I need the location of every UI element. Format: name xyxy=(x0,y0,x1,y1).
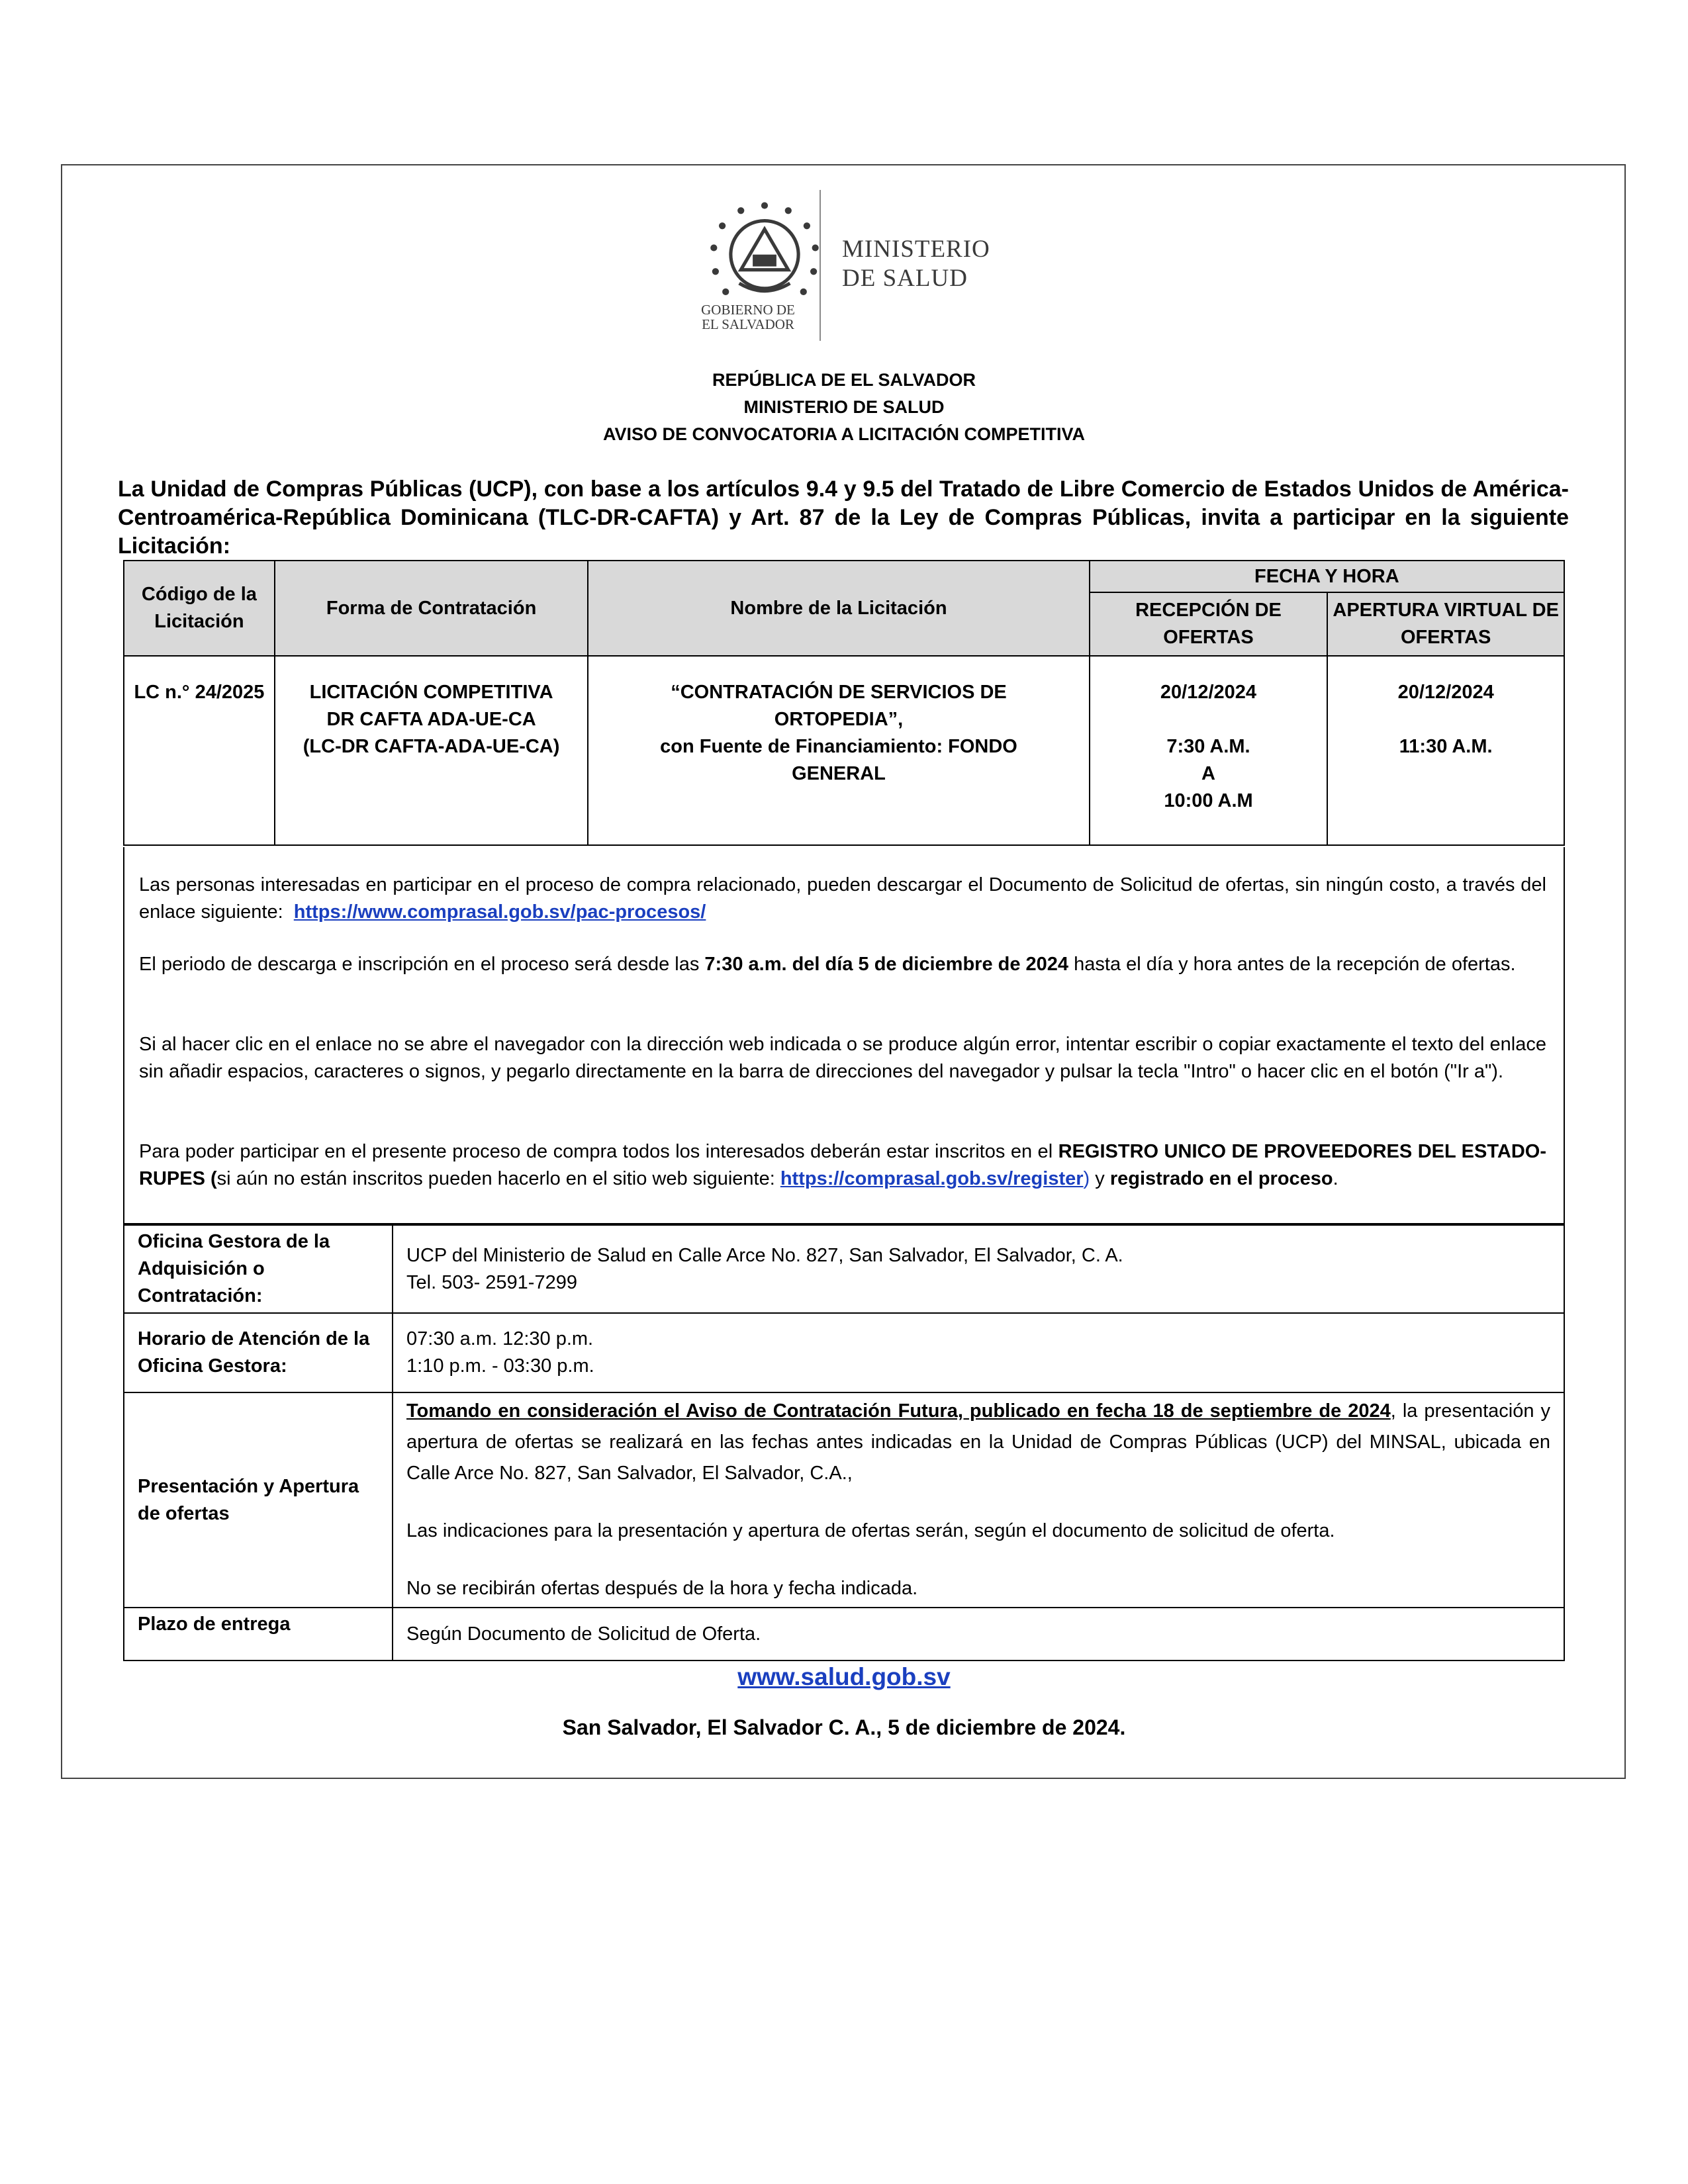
gov-line-1: GOBIERNO DE xyxy=(701,302,795,318)
website-link[interactable]: www.salud.gob.sv xyxy=(737,1663,951,1690)
presentation-label: Presentación y Apertura de ofertas xyxy=(124,1392,393,1608)
office-line-1: UCP del Ministerio de Salud en Calle Arce No. 827, San Salvador, El Salvador, C. A. xyxy=(406,1244,1123,1266)
website-footer xyxy=(0,1663,1688,1691)
table-row xyxy=(124,656,1564,845)
info-block xyxy=(123,847,1565,1224)
rupes-registered: registrado en el proceso xyxy=(1109,1168,1333,1189)
presentation-notice: Tomando en consideración el Aviso de Contratación Futura, publicado en fecha 18 de septiembre de 2024 xyxy=(406,1400,1391,1422)
cell-reception xyxy=(1090,656,1328,845)
hours-line-2: 1:10 p.m. - 03:30 p.m. xyxy=(406,1355,594,1377)
delivery-value: Según Documento de Solicitud de Oferta. xyxy=(393,1608,1564,1661)
cell-opening xyxy=(1327,656,1564,845)
delivery-label: Plazo de entrega xyxy=(124,1608,393,1661)
header-date-group: FECHA Y HORA xyxy=(1090,561,1564,592)
ministry-line-1: MINISTERIO xyxy=(842,236,990,263)
period-text-pre: El periodo de descarga e inscripción en el proceso será desde las xyxy=(139,954,700,975)
rupes-paren: ) xyxy=(1083,1168,1090,1189)
form-line-2: DR CAFTA ADA-UE-CA xyxy=(326,709,536,730)
register-link[interactable]: https://comprasal.gob.sv/register xyxy=(780,1168,1084,1189)
period-text-post: hasta el día y hora antes de la recepción de ofertas. xyxy=(1074,954,1516,975)
heading-line-3: AVISO DE CONVOCATORIA A LICITACIÓN COMPETITIVA xyxy=(602,424,1085,444)
period-paragraph xyxy=(139,951,1546,978)
header-reception: RECEPCIÓN DE OFERTAS xyxy=(1090,592,1328,656)
form-line-3: (LC-DR CAFTA-ADA-UE-CA) xyxy=(303,736,560,757)
details-table xyxy=(123,1224,1565,1661)
reception-sep: A xyxy=(1201,763,1215,784)
office-label: Oficina Gestora de la Adquisición o Contratación: xyxy=(124,1225,393,1313)
download-link[interactable]: https://www.comprasal.gob.sv/pac-procesos/ xyxy=(293,901,706,923)
download-text: Las personas interesadas en participar en el proceso de compra relacionado, pueden descargar el Documento de Solicitud de ofertas, sin ningún costo, a través del enlace siguiente: xyxy=(139,874,1546,923)
download-paragraph xyxy=(139,872,1546,926)
presentation-paragraph-3: No se recibirán ofertas después de la hora y fecha indicada. xyxy=(406,1578,918,1599)
name-line-2: con Fuente de Financiamiento: FONDO GENERAL xyxy=(660,736,1017,784)
name-line-1: “CONTRATACIÓN DE SERVICIOS DE ORTOPEDIA”, xyxy=(671,682,1007,730)
rupes-text-pre: Para poder participar en el presente proceso de compra todos los interesados deberán estar inscritos en el xyxy=(139,1141,1053,1162)
ministry-line-2: DE SALUD xyxy=(842,265,968,292)
cell-code: LC n.° 24/2025 xyxy=(124,656,275,845)
rupes-text-mid: si aún no están inscritos pueden hacerlo en el sitio web siguiente: xyxy=(216,1168,775,1189)
ministry-logo-text xyxy=(842,235,990,293)
header-form: Forma de Contratación xyxy=(275,561,588,656)
hours-line-1: 07:30 a.m. 12:30 p.m. xyxy=(406,1328,594,1349)
hours-label: Horario de Atención de la Oficina Gestora: xyxy=(124,1313,393,1392)
reception-from: 7:30 A.M. xyxy=(1166,736,1250,757)
ministry-logo xyxy=(688,189,1006,341)
rupes-and: y xyxy=(1095,1168,1105,1189)
intro-paragraph: La Unidad de Compras Públicas (UCP), con base a los artículos 9.4 y 9.5 del Tratado de Libre Comercio de Estados Unidos de América-Centroamérica-República Dominicana (TLC-DR-CAFTA) y Art. 87 de la Ley de Compras Públicas, invita a participar en la siguiente Licitación: xyxy=(118,477,1569,559)
header-code: Código de la Licitación xyxy=(124,561,275,656)
office-line-2: Tel. 503- 2591-7299 xyxy=(406,1271,577,1293)
rupes-end: . xyxy=(1333,1168,1338,1189)
gov-line-2: EL SALVADOR xyxy=(702,316,794,332)
period-start: 7:30 a.m. del día 5 de diciembre de 2024 xyxy=(704,954,1069,975)
header-opening: APERTURA VIRTUAL DE OFERTAS xyxy=(1327,592,1564,656)
heading-line-1: REPÚBLICA DE EL SALVADOR xyxy=(712,370,976,390)
link-help-paragraph: Si al hacer clic en el enlace no se abre el navegador con la dirección web indicada o se produce algún error, intentar escribir o copiar exactamente el texto del enlace sin añadir espacios, caracteres o signos, y pegarlo directamente en la barra de direcciones del navegador y pulsar la tecla "Intro" o hacer clic en el botón ("Ir a"). xyxy=(139,1034,1546,1082)
presentation-value xyxy=(393,1392,1564,1608)
reception-to: 10:00 A.M xyxy=(1164,790,1253,811)
office-value xyxy=(393,1225,1564,1313)
opening-date: 20/12/2024 xyxy=(1397,682,1494,703)
logo-divider xyxy=(820,190,821,341)
opening-time: 11:30 A.M. xyxy=(1399,736,1493,757)
cell-name xyxy=(588,656,1089,845)
rupes-paragraph xyxy=(139,1138,1546,1193)
cell-form xyxy=(275,656,588,845)
presentation-paragraph-2: Las indicaciones para la presentación y apertura de ofertas serán, según el documento de solicitud de oferta. xyxy=(406,1520,1335,1541)
presentation-paragraph-1 xyxy=(406,1396,1550,1489)
place-date: San Salvador, El Salvador C. A., 5 de diciembre de 2024. xyxy=(562,1715,1126,1739)
tender-table xyxy=(123,560,1565,846)
document-heading xyxy=(0,367,1688,448)
presentation-rest: , la presentación y apertura de ofertas se realizará en las fechas antes indicadas en la Unidad de Compras Públicas (UCP) del MINSAL, ubicada en Calle Arce No. 827, San Salvador, El Salvador, C.A., xyxy=(406,1400,1550,1484)
gov-logo-text xyxy=(688,302,808,332)
heading-line-2: MINISTERIO DE SALUD xyxy=(743,397,945,417)
form-line-1: LICITACIÓN COMPETITIVA xyxy=(309,682,553,703)
header-name: Nombre de la Licitación xyxy=(588,561,1089,656)
reception-date: 20/12/2024 xyxy=(1160,682,1257,703)
hours-value xyxy=(393,1313,1564,1392)
rupes-registry: REGISTRO UNICO DE PROVEEDORES DEL ESTADO-RUPES ( xyxy=(139,1141,1547,1189)
